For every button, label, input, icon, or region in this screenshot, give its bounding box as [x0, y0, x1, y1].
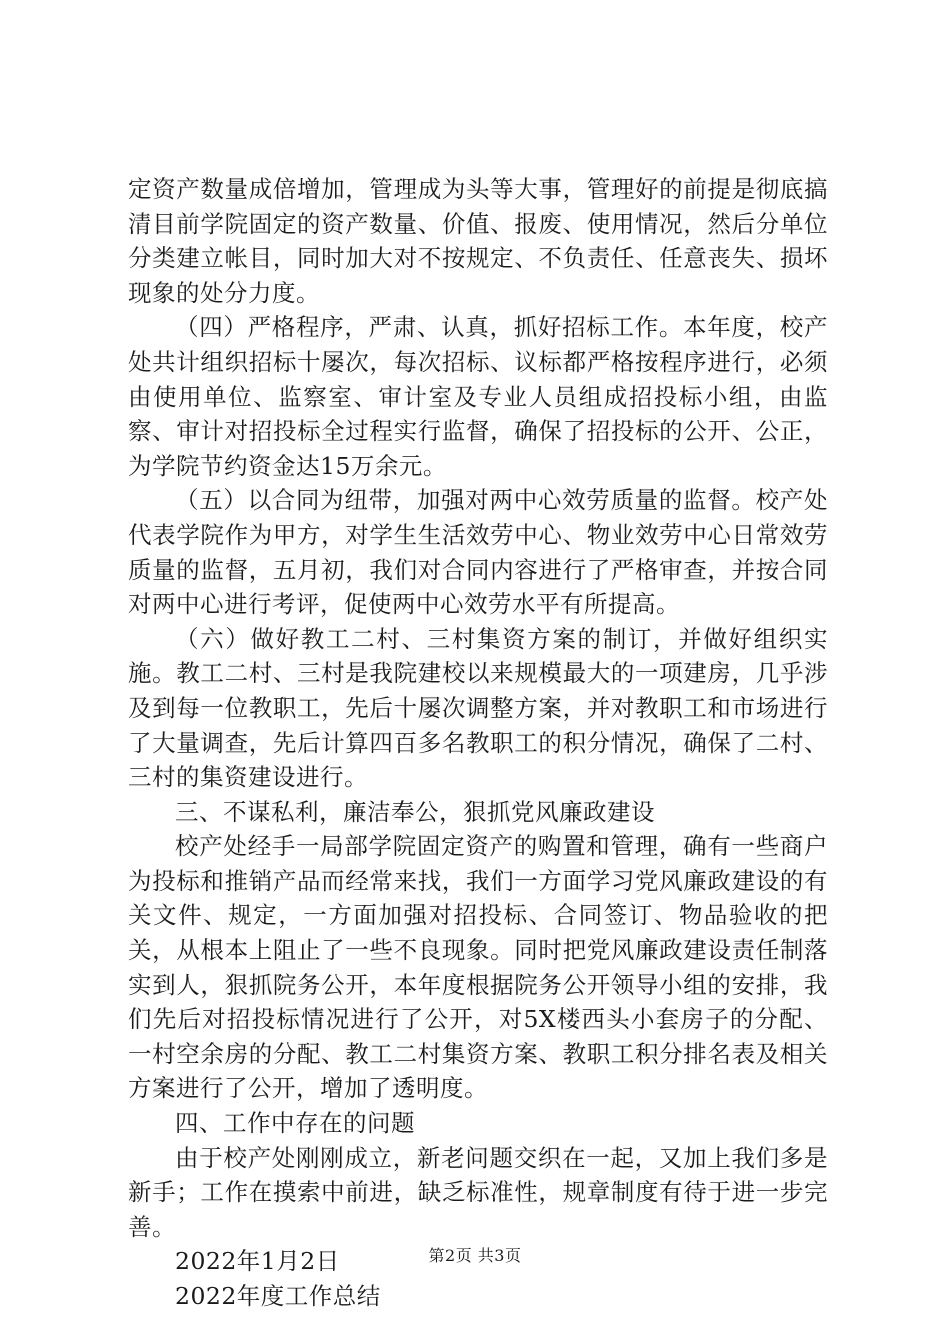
paragraph-fixed-assets: 定资产数量成倍增加，管理成为头等大事，管理好的前提是彻底搞清目前学院固定的资产数量、价值、报废、使用情况，然后分单位分类建立帐目，同时加大对不按规定、不负责任、任意丧失、损坏现象的处分力度。 [128, 175, 828, 307]
paragraph-problems: 由于校产处刚刚成立，新老问题交织在一起，又加上我们多是新手；工作在摸索中前进，缺乏标准性，规章制度有待于进一步完善。 [128, 1143, 828, 1241]
paragraph-housing-fund-plan: （六）做好教工二村、三村集资方案的制订，并做好组织实施。教工二村、三村是我院建校以来规模最大的一项建房，几乎涉及到每一位教职工，先后十屡次调整方案，并对教职工和市场进行了大量调查，先后计算四百多名教职工的积分情况，确保了二村、三村的集资建设进行。 [128, 624, 828, 792]
paragraph-integrity-building: 校产处经手一局部学院固定资产的购置和管理，确有一些商户为投标和推销产品而经常来找，我们一方面学习党风廉政建设的有关文件、规定，一方面加强对招投标、合同签订、物品验收的把关，从根本上阻止了一些不良现象。同时把党风廉政建设责任制落实到人，狠抓院务公开，本年度根据院务公开领导小组的安排，我们先后对招投标情况进行了公开，对5X楼西头小套房子的分配、一村空余房的分配、教工二村集资方案、教职工积分排名表及相关方案进行了公开，增加了透明度。 [128, 832, 828, 1103]
document-date: 2022年1月2日 [175, 1247, 340, 1276]
page-number-footer: 第2页 共3页 [428, 1246, 522, 1265]
section-heading-integrity: 三、不谋私利，廉洁奉公，狠抓党风廉政建设 [175, 797, 655, 826]
document-next-title: 2022年度工作总结 [175, 1282, 381, 1310]
document-body [128, 172, 828, 1314]
section-heading-problems: 四、工作中存在的问题 [175, 1109, 415, 1138]
paragraph-contract-supervision: （五）以合同为纽带，加强对两中心效劳质量的监督。校产处代表学院作为甲方，对学生生活效劳中心、物业效劳中心日常效劳质量的监督，五月初，我们对合同内容进行了严格审查，并按合同对两中心进行考评，促使两中心效劳水平有所提高。 [128, 486, 828, 619]
paragraph-bidding-work: （四）严格程序，严肃、认真，抓好招标工作。本年度，校产处共计组织招标十屡次，每次招标、议标都严格按程序进行，必须由使用单位、监察室、审计室及专业人员组成招投标小组，由监察、审计对招投标全过程实行监督，确保了招投标的公开、公正，为学院节约资金达15万余元。 [128, 313, 828, 480]
